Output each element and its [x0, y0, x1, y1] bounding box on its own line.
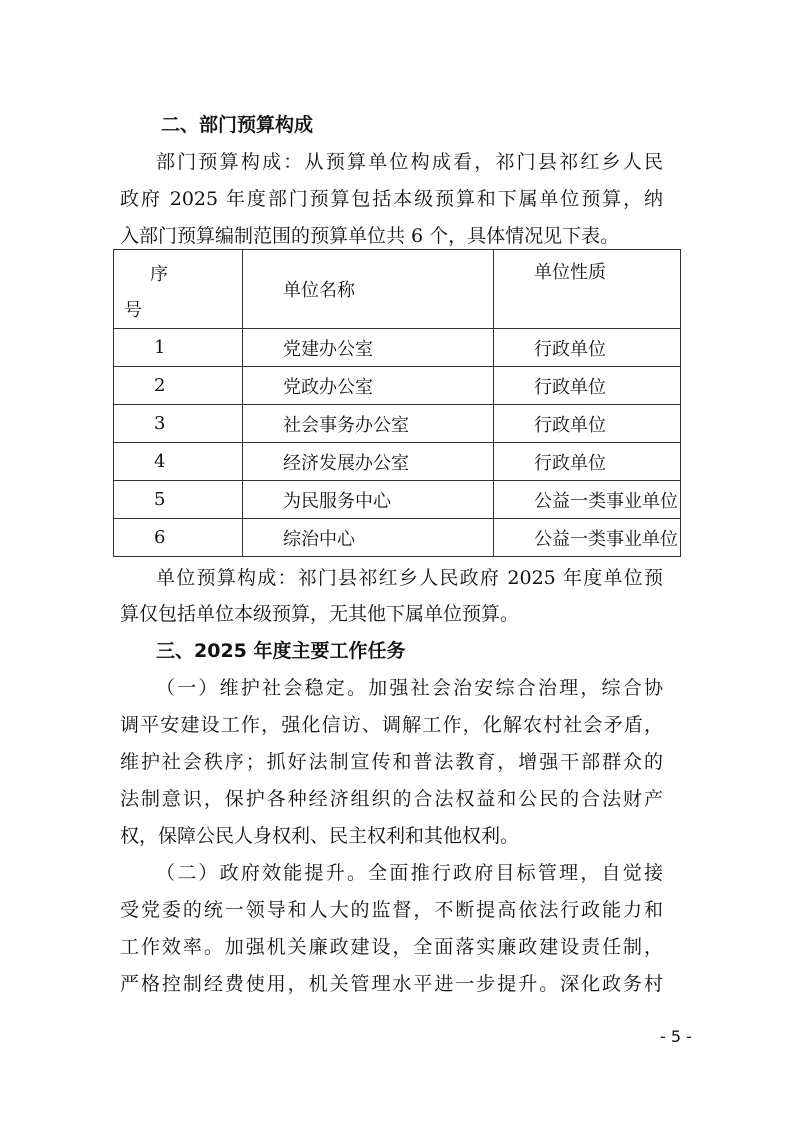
section-3-para2-line-4: 严格控制经费使用，机关管理水平进一步提升。深化政务村: [120, 973, 663, 995]
section-2-para-line-3: 入部门预算编制范围的预算单位共 6 个，具体情况见下表。: [120, 225, 620, 247]
row-no: 2: [114, 367, 243, 405]
section-3-para2-line-2: 受党委的统一领导和人大的监督，不断提高依法行政能力和: [120, 899, 663, 921]
section-2-para-line-2: 政府 2025 年度部门预算包括本级预算和下属单位预算，纳: [120, 188, 663, 210]
budget-units-table: [113, 249, 681, 557]
unit-budget-line-2: 算仅包括单位本级预算，无其他下属单位预算。: [120, 603, 520, 625]
row-type: 行政单位: [494, 367, 681, 405]
section-3-para2-line-1: （二）政府效能提升。全面推行政府目标管理，自觉接: [156, 862, 663, 884]
row-name: 综治中心: [243, 519, 494, 557]
section-2-para-line-1: 部门预算构成：从预算单位构成看，祁门县祁红乡人民: [156, 151, 663, 173]
row-name: 党建办公室: [243, 329, 494, 367]
header-no-line-1: 序: [150, 264, 168, 285]
section-3-para1-line-1: （一）维护社会稳定。加强社会治安综合治理，综合协: [156, 677, 663, 699]
row-name: 社会事务办公室: [243, 405, 494, 443]
unit-budget-line-1: 单位预算构成：祁门县祁红乡人民政府 2025 年度单位预: [156, 567, 663, 589]
table-row: [114, 367, 681, 405]
row-type: 行政单位: [494, 329, 681, 367]
section-3-heading: 三、2025 年度主要工作任务: [156, 640, 406, 662]
section-2-heading: 二、部门预算构成: [161, 114, 314, 136]
section-3-para1-line-5: 权，保障公民人身权利、民主权利和其他权利。: [120, 825, 520, 847]
header-no-line-2: 号: [124, 300, 142, 321]
row-name: 为民服务中心: [243, 481, 494, 519]
row-no: 1: [114, 329, 243, 367]
row-no: 6: [114, 519, 243, 557]
section-3-para1-line-2: 调平安建设工作，强化信访、调解工作，化解农村社会矛盾，: [120, 714, 663, 736]
section-3-para2-line-3: 工作效率。加强机关廉政建设，全面落实廉政建设责任制，: [120, 936, 663, 958]
table-row: [114, 519, 681, 557]
row-no: 4: [114, 443, 243, 481]
row-type: 行政单位: [494, 405, 681, 443]
table-row: [114, 481, 681, 519]
row-name: 党政办公室: [243, 367, 494, 405]
page-number: - 5 -: [660, 1027, 692, 1046]
row-name: 经济发展办公室: [243, 443, 494, 481]
header-name: 单位名称: [243, 250, 494, 329]
row-type: 公益一类事业单位: [494, 519, 681, 557]
section-3-para1-line-4: 法制意识，保护各种经济组织的合法权益和公民的合法财产: [120, 788, 663, 810]
row-type: 行政单位: [494, 443, 681, 481]
table-header-row: [114, 250, 681, 329]
table-row: [114, 329, 681, 367]
row-type: 公益一类事业单位: [494, 481, 681, 519]
table-row: [114, 443, 681, 481]
header-type: 单位性质: [494, 250, 681, 329]
header-no: [114, 250, 243, 329]
section-3-para1-line-3: 维护社会秩序；抓好法制宣传和普法教育，增强干部群众的: [120, 751, 663, 773]
table-row: [114, 405, 681, 443]
row-no: 3: [114, 405, 243, 443]
row-no: 5: [114, 481, 243, 519]
